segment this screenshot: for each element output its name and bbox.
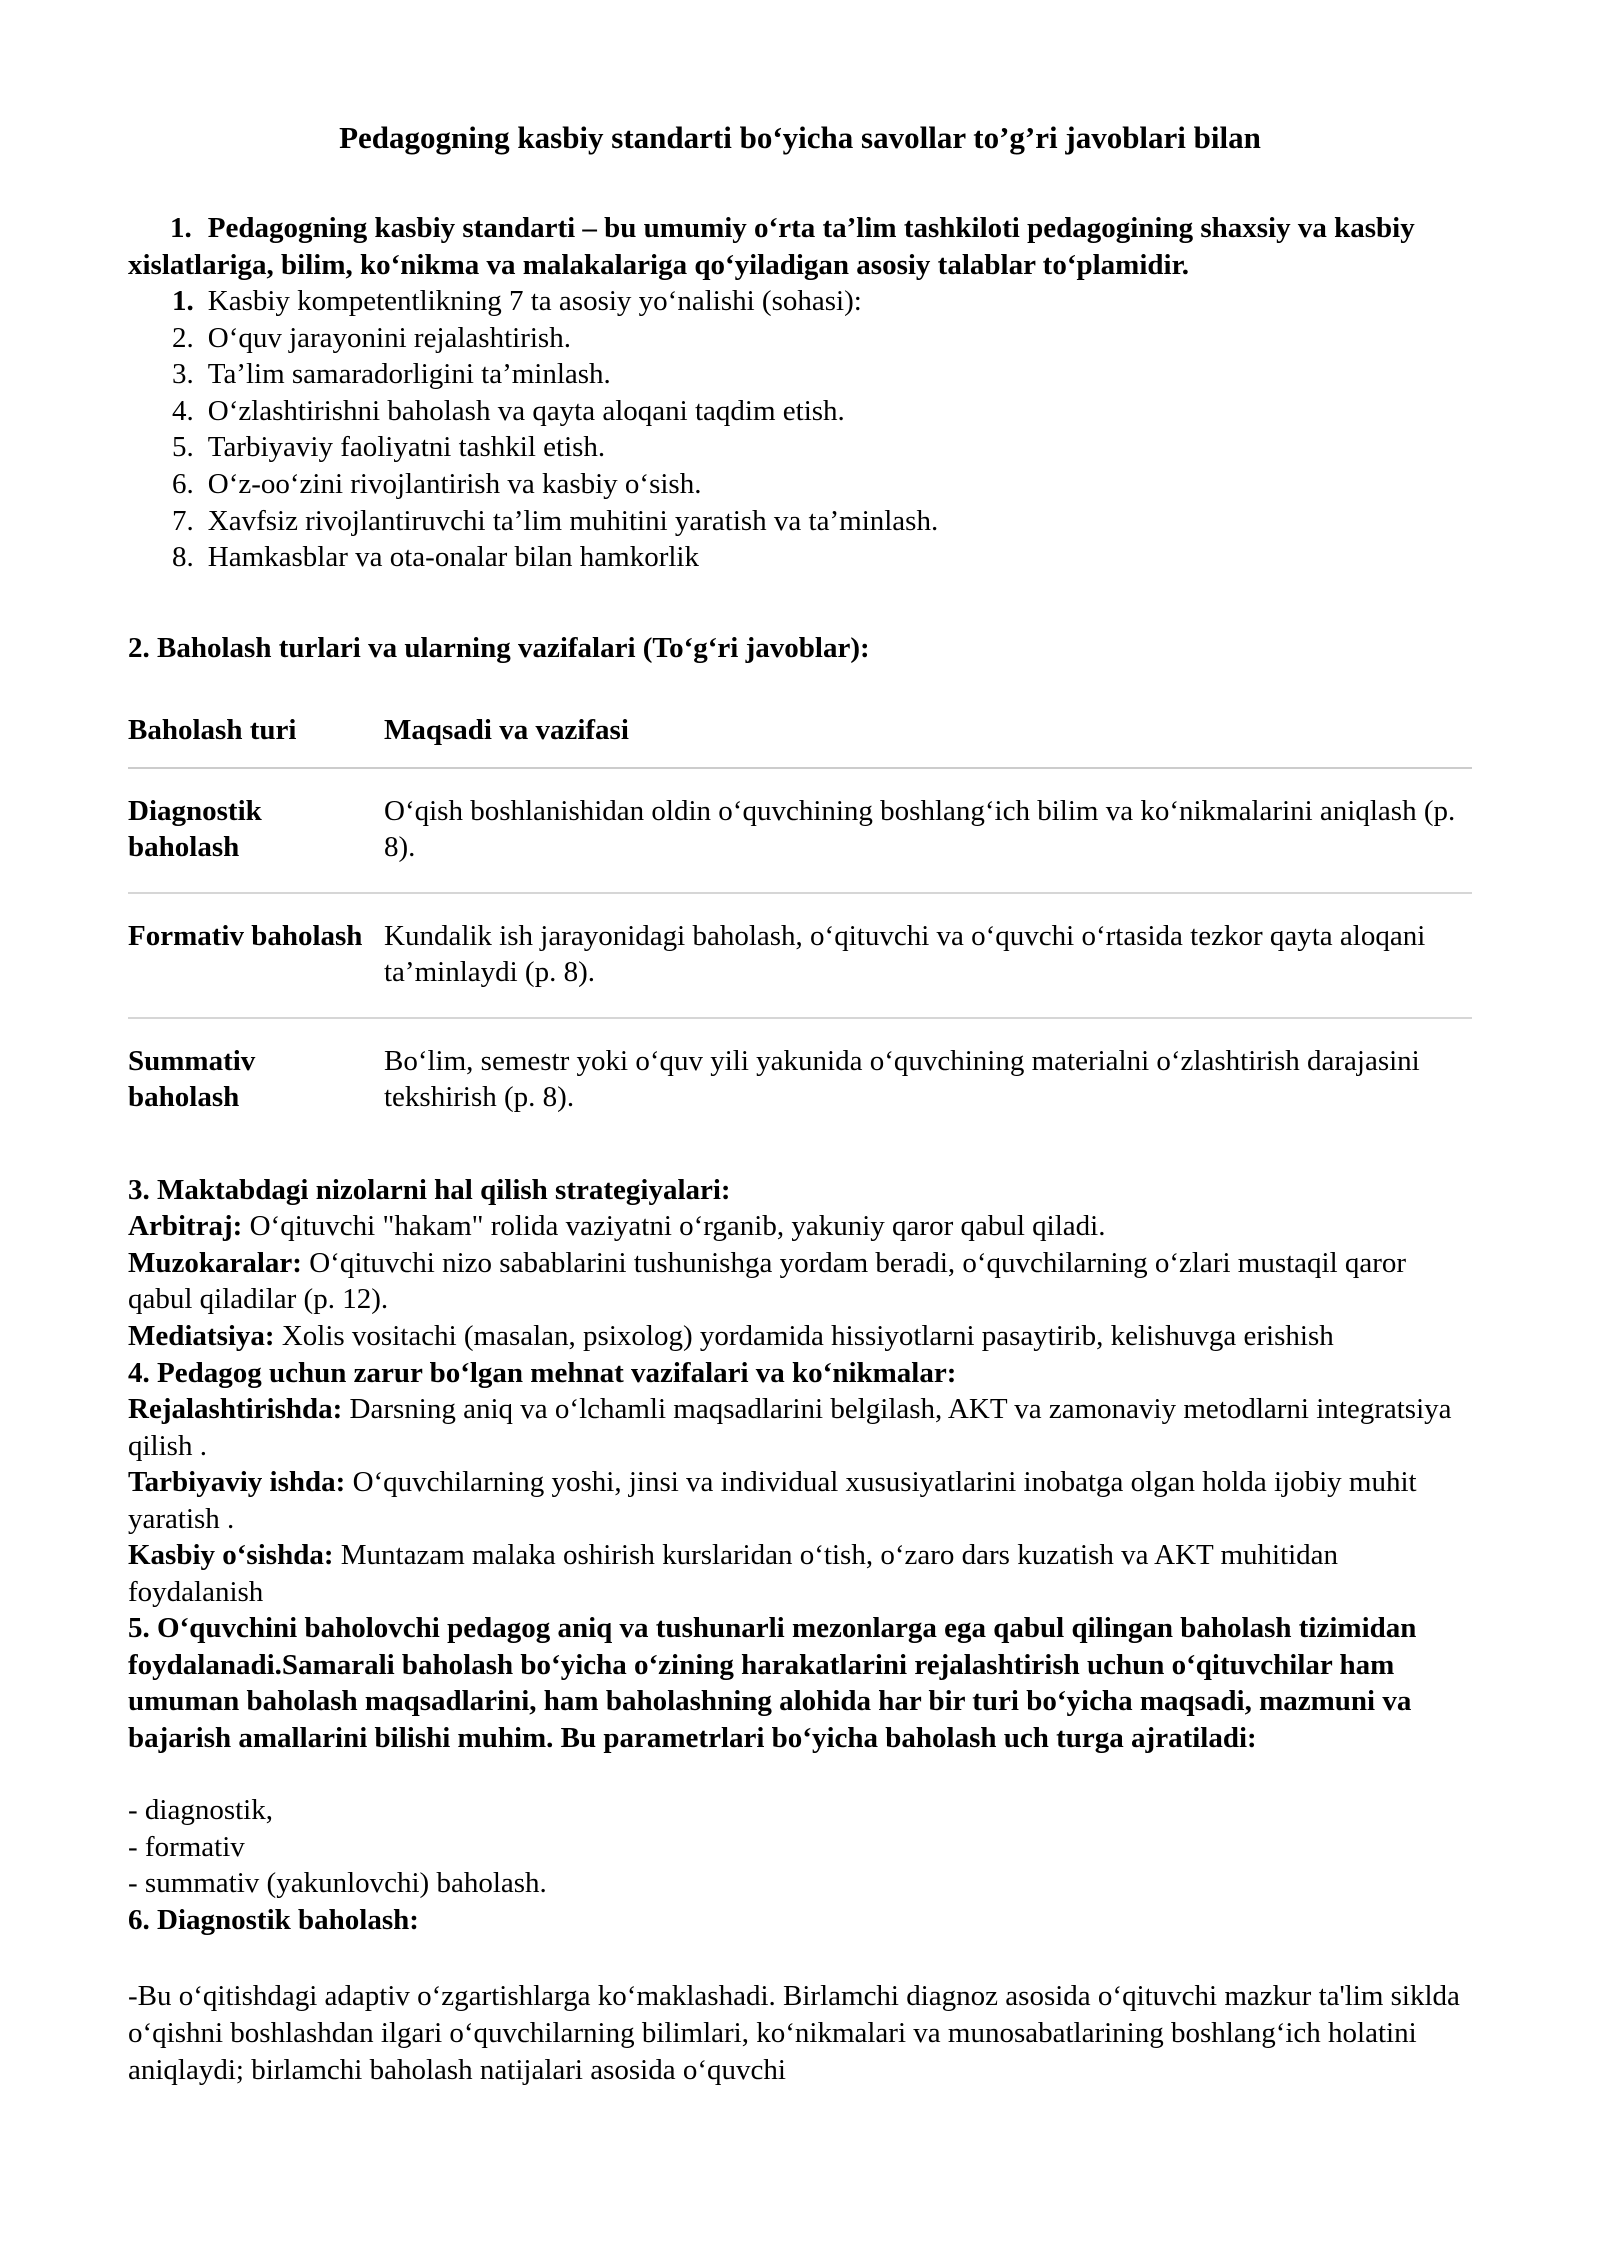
task-item-tarbiyaviy [128,1464,1472,1537]
list-item-text: Oʻquv jarayonini rejalashtirish. [207,321,571,354]
list-item-number: 1. [172,285,194,318]
task-text: Muntazam malaka oshirish kurslaridan oʻtish, oʻzaro dars kuzatish va AKT muhitidan foydalanish [128,1539,1339,1608]
section5-paragraph: 5. Oʻquvchini baholovchi pedagog aniq va tushunarli mezonlarga ega qabul qilingan baholash tizimidan foydalanadi.Samarali baholash boʻyicha oʻzining harakatlarini rejalashtirish uchun oʻqituvchilar ham umuman baholash maqsadlarini, ham baholashning alohida har bir turi boʻyicha maqsadi, mazmuni va bajarish amallarini bilishi muhim. Bu parametrlari boʻyicha baholash uch turga ajratiladi: [128,1612,1417,1754]
assessment-purpose: Kundalik ish jarayonidagi baholash, oʻqituvchi va oʻquvchi oʻrtasida tezkor qayta aloqani ta’minlaydi (p. 8). [384,893,1472,1018]
list-item-number: 4. [172,394,194,427]
strategy-item-mediatsiya [128,1318,1472,1355]
assessment-purpose: Boʻlim, semestr yoki oʻquv yili yakunida oʻquvchining materialni oʻzlashtirish darajasini tekshirish (p. 8). [384,1044,1420,1114]
section4-heading: 4. Pedagog uchun zarur boʻlgan mehnat vazifalari va koʻnikmalar: [128,1356,957,1389]
list-item-text: Tarbiyaviy faoliyatni tashkil etish. [207,431,606,464]
list-item-number: 8. [172,541,194,574]
table-row-summativ [128,1018,1472,1142]
table-header-row [128,704,1472,768]
list-item [128,429,1472,466]
competency-list [128,283,1472,575]
list-item [128,320,1472,357]
assessment-type: Summativ baholash [128,1044,256,1114]
list-item [128,466,1472,503]
task-text: Oʻquvchilarning yoshi, jinsi va individual xususiyatlarini inobatga olgan holda ijobiy muhit yaratish . [128,1466,1417,1535]
assessment-table [128,704,1472,1142]
table-header-purpose: Maqsadi va vazifasi [384,704,1472,768]
list-item-number: 3. [172,358,194,391]
strategy-text: Oʻqituvchi "hakam" rolida vaziyatni oʻrganib, yakuniy qaror qabul qiladi. [242,1210,1106,1243]
strategy-label: Mediatsiya: [128,1319,275,1352]
list-item [128,356,1472,393]
list-item-text: Hamkasblar va ota-onalar bilan hamkorlik [207,541,699,574]
assessment-type: Formativ baholash [128,893,384,1018]
task-text: Darsning aniq va oʻlchamli maqsadlarini belgilash, AKT va zamonaviy metodlarni integratsiya qilish . [128,1393,1452,1462]
strategy-text: Oʻqituvchi nizo sabablarini tushunishga yordam beradi, oʻquvchilarning oʻzlari mustaqil qaror qabul qiladilar (p. 12). [128,1246,1407,1316]
list-item-number: 5. [172,431,194,464]
table-row-formativ [128,893,1472,1018]
strategy-item-arbitraj [128,1208,1472,1245]
task-label: Tarbiyaviy ishda: [128,1466,346,1499]
list-item-text: Ta’lim samaradorligini ta’minlash. [207,358,611,391]
strategy-label: Arbitraj: [128,1210,243,1243]
list-item-text: Oʻz-ooʻzini rivojlantirish va kasbiy oʻsish. [207,468,702,501]
assessment-kind-formativ: - formativ [128,1830,245,1863]
list-item [128,393,1472,430]
strategy-text: Xolis vositachi (masalan, psixolog) yordamida hissiyotlarni pasaytirib, kelishuvga erishish [274,1319,1334,1352]
assessment-kind-diagnostik: - diagnostik, [128,1794,273,1827]
list-item-number: 2. [172,321,194,354]
list-item [128,283,1472,320]
intro-number: 1. [170,212,192,245]
section6-heading: 6. Diagnostik baholash: [128,1903,419,1936]
assessment-type: Diagnostik baholash [128,768,384,893]
task-label: Rejalashtirishda: [128,1393,343,1426]
task-item-kasbiy-osish [128,1537,1472,1610]
table-header-type: Baholash turi [128,704,384,768]
section2-heading: 2. Baholash turlari va ularning vazifalari (Toʻgʻri javoblar): [128,631,870,664]
document-title: Pedagogning kasbiy standarti boʻyicha savollar to’g’ri javoblari bilan [339,120,1261,155]
list-item-text: Xavfsiz rivojlantiruvchi ta’lim muhitini yaratish va ta’minlash. [207,504,939,537]
strategy-item-muzokaralar [128,1245,1472,1318]
list-item-text: Oʻzlashtirishni baholash va qayta aloqani taqdim etish. [207,394,845,427]
assessment-kind-summativ: - summativ (yakunlovchi) baholash. [128,1867,547,1900]
list-item-text: Kasbiy kompetentlikning 7 ta asosiy yoʻnalishi (sohasi): [207,285,862,318]
table-row-diagnostik [128,768,1472,893]
list-item [128,539,1472,576]
task-label: Kasbiy oʻsishda: [128,1539,334,1572]
section3-heading: 3. Maktabdagi nizolarni hal qilish strategiyalari: [128,1173,731,1206]
strategy-label: Muzokaralar: [128,1246,302,1279]
section6-paragraph: -Bu oʻqitishdagi adaptiv oʻzgartishlarga koʻmaklashadi. Birlamchi diagnoz asosida oʻqituvchi mazkur ta'lim siklda oʻqishni boshlashdan ilgari oʻquvchilarning bilimlari, koʻnikmalari va munosabatlarining boshlangʻich holatini aniqlaydi; birlamchi baholash natijalari asosida oʻquvchi [128,1980,1460,2086]
list-item [128,503,1472,540]
intro-text: Pedagogning kasbiy standarti – bu umumiy oʻrta ta’lim tashkiloti pedagogining shaxsiy va kasbiy xislatlariga, bilim, koʻnikma va malakalariga qoʻyiladigan asosiy talablar toʻplamidir. [128,212,1415,281]
list-item-number: 7. [172,504,194,537]
assessment-purpose: Oʻqish boshlanishidan oldin oʻquvchining boshlangʻich bilim va koʻnikmalarini aniqlash (p. 8). [384,768,1472,893]
intro-paragraph [128,210,1472,283]
list-item-number: 6. [172,468,194,501]
task-item-rejalashtirishda [128,1391,1472,1464]
